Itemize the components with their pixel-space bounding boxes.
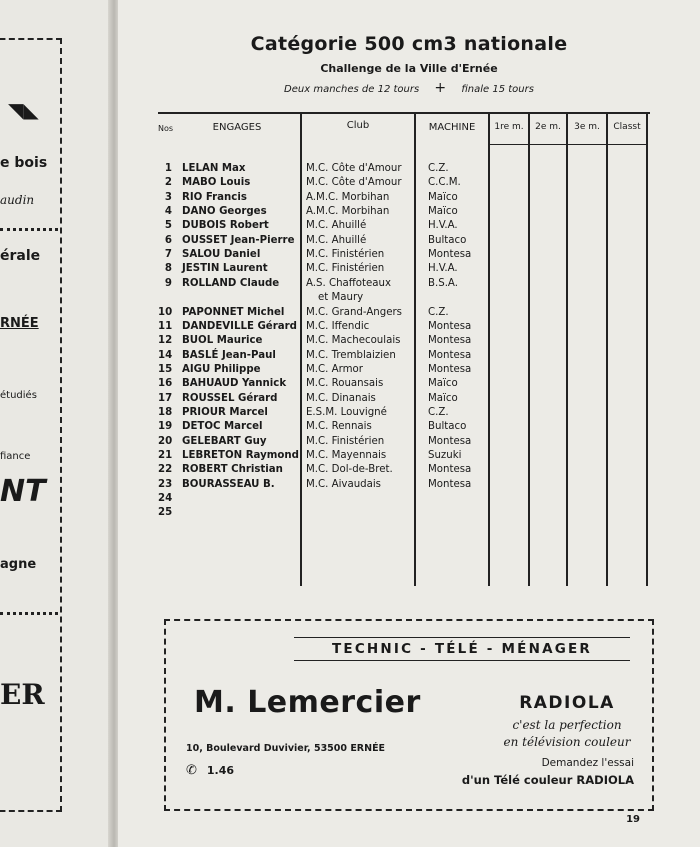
- row-number: 1: [164, 163, 172, 174]
- left-page-text: audin: [0, 193, 35, 207]
- column-divider: [488, 112, 490, 586]
- row-club: A.M.C. Morbihan: [306, 191, 390, 203]
- ad-slogan-line: en télévision couleur: [503, 735, 631, 749]
- manches-text: Deux manches de 12 tours: [284, 84, 420, 95]
- row-club: M.C. Dol-de-Bret.: [306, 464, 393, 476]
- row-club: A.M.C. Morbihan: [306, 206, 390, 218]
- row-machine: Bultaco: [428, 421, 467, 433]
- column-divider: [528, 112, 530, 586]
- row-engage: RIO Francis: [182, 191, 247, 203]
- row-number: 17: [158, 392, 173, 404]
- row-club: M.C. Ahuillé: [306, 234, 367, 246]
- row-machine: B.S.A.: [428, 277, 458, 289]
- column-header-number: Nos: [158, 124, 174, 133]
- row-engage: GELEBART Guy: [182, 435, 267, 447]
- row-club: M.C. Dinanais: [306, 392, 376, 404]
- row-engage: ROBERT Christian: [182, 464, 283, 476]
- column-header-classement: Classt: [613, 122, 641, 132]
- row-club: M.C. Grand-Angers: [306, 306, 402, 318]
- left-page-text: ER: [0, 678, 45, 711]
- ad-phone-number: 1.46: [206, 764, 235, 777]
- row-machine: H.V.A.: [428, 263, 458, 275]
- row-club: M.C. Machecoulais: [306, 335, 401, 347]
- row-number: 5: [164, 220, 172, 232]
- row-machine: Bultaco: [428, 234, 467, 246]
- row-club: M.C. Côte d'Amour: [306, 177, 402, 189]
- row-number: 11: [158, 320, 173, 332]
- row-club: M.C. Iffendic: [306, 320, 370, 332]
- plus-sign: +: [434, 80, 447, 96]
- left-page-fragment: [0, 0, 112, 847]
- ad-cta-line: Demandez l'essai: [541, 757, 634, 769]
- row-engage: LEBRETON Raymond: [182, 450, 299, 461]
- row-engage: DANO Georges: [182, 206, 267, 218]
- row-number: 10: [158, 306, 173, 318]
- ad-brand: RADIOLA: [519, 693, 615, 713]
- column-divider: [300, 112, 302, 586]
- table-top-rule: [158, 112, 650, 114]
- row-engage: DETOC Marcel: [182, 421, 263, 433]
- left-page-wave: [0, 606, 58, 615]
- row-machine: H.V.A.: [428, 220, 458, 232]
- column-header-club: Club: [346, 120, 370, 131]
- column-header-manche-3: 3e m.: [574, 122, 600, 132]
- row-club: M.C. Tremblaizien: [306, 349, 396, 361]
- row-machine: Maïco: [428, 378, 458, 390]
- column-divider: [414, 112, 416, 586]
- left-page-text: agne: [0, 557, 37, 572]
- left-page-text: érale: [0, 248, 41, 264]
- row-number: 22: [158, 464, 173, 476]
- row-number: 21: [158, 450, 173, 461]
- row-engage: MABO Louis: [182, 177, 251, 189]
- left-page-wave: [0, 222, 58, 231]
- row-machine: Maïco: [428, 206, 458, 218]
- left-page-text: RNÉE: [0, 316, 39, 331]
- row-club: M.C. Finistérien: [306, 249, 385, 261]
- row-club: M.C. Aivaudais: [306, 478, 381, 490]
- row-machine: Suzuki: [428, 450, 462, 461]
- left-page-text: étudiés: [0, 390, 37, 401]
- row-engage: JESTIN Laurent: [182, 263, 268, 275]
- ad-slogan: [484, 717, 650, 751]
- row-club: M.C. Finistérien: [306, 263, 385, 275]
- row-number: 24: [158, 493, 173, 505]
- row-number: 18: [158, 406, 173, 418]
- row-club: M.C. Côte d'Amour: [306, 163, 402, 174]
- row-club: E.S.M. Louvigné: [306, 406, 387, 418]
- row-number: 25: [158, 507, 173, 519]
- row-club: M.C. Mayennais: [306, 450, 387, 461]
- row-club: M.C. Rennais: [306, 421, 372, 433]
- column-header-manche-1: 1re m.: [494, 122, 524, 132]
- row-machine: Montesa: [428, 349, 472, 361]
- left-page-logo-icon: ◥◣: [8, 98, 39, 122]
- ad-phone: [186, 763, 234, 778]
- row-engage: ROUSSEL Gérard: [182, 392, 278, 404]
- row-machine: Montesa: [428, 464, 472, 476]
- ad-address: 10, Boulevard Duvivier, 53500 ERNÉE: [186, 743, 386, 754]
- row-engage: AIGU Philippe: [182, 363, 261, 375]
- row-engage: LELAN Max: [182, 163, 246, 174]
- row-engage: DUBOIS Robert: [182, 220, 269, 232]
- row-number: 23: [158, 478, 173, 490]
- row-engage: PRIOUR Marcel: [182, 406, 268, 418]
- row-machine: Montesa: [428, 363, 472, 375]
- left-page-text: e bois: [0, 155, 48, 171]
- finale-text: finale 15 tours: [461, 84, 534, 95]
- row-number: 15: [158, 363, 173, 375]
- left-page-text: NT: [0, 474, 46, 509]
- row-club: M.C. Ahuillé: [306, 220, 367, 232]
- column-header-engages: ENGAGES: [212, 122, 262, 133]
- row-number: 14: [158, 349, 173, 361]
- row-machine: C.Z.: [428, 406, 449, 418]
- page-subtitle: Challenge de la Ville d'Ernée: [320, 62, 498, 75]
- row-machine: Montesa: [428, 335, 472, 347]
- row-machine: Montesa: [428, 478, 472, 490]
- row-machine: Montesa: [428, 435, 472, 447]
- phone-icon: ✆: [186, 763, 197, 778]
- row-number: 6: [164, 234, 172, 246]
- column-header-manche-2: 2e m.: [535, 122, 561, 132]
- column-divider: [566, 112, 568, 586]
- row-engage: BAHUAUD Yannick: [182, 378, 287, 390]
- ad-slogan-line: c'est la perfection: [512, 718, 622, 732]
- row-machine: Maïco: [428, 392, 458, 404]
- right-page: [118, 0, 700, 847]
- row-number: 4: [164, 206, 172, 218]
- advertisement: [164, 619, 654, 811]
- row-number: 3: [164, 191, 172, 203]
- ad-business-name: M. Lemercier: [194, 685, 421, 720]
- row-engage: PAPONNET Michel: [182, 306, 285, 318]
- row-engage: ROLLAND Claude: [182, 277, 280, 289]
- row-engage: BOURASSEAU B.: [182, 478, 275, 490]
- row-machine: Montesa: [428, 320, 472, 332]
- row-number: 16: [158, 378, 173, 390]
- row-club: et Maury: [318, 292, 364, 304]
- ad-cta-line: d'un Télé couleur RADIOLA: [461, 773, 634, 787]
- row-number: 20: [158, 435, 173, 447]
- row-club: M.C. Armor: [306, 363, 363, 375]
- page-title: Catégorie 500 cm3 nationale: [250, 33, 568, 55]
- column-divider: [606, 112, 608, 586]
- row-number: 2: [164, 177, 172, 189]
- left-page-text: fiance: [0, 451, 31, 462]
- row-club: M.C. Rouansais: [306, 378, 384, 390]
- race-format: [118, 80, 700, 96]
- row-machine: C.Z.: [428, 163, 449, 174]
- row-machine: C.Z.: [428, 306, 449, 318]
- row-number: 19: [158, 421, 173, 433]
- row-club: A.S. Chaffoteaux: [306, 277, 392, 289]
- row-machine: C.C.M.: [428, 177, 461, 189]
- row-engage: OUSSET Jean-Pierre: [182, 234, 295, 246]
- column-header-machine: MACHINE: [428, 122, 476, 133]
- row-machine: Maïco: [428, 191, 458, 203]
- row-engage: BASLÉ Jean-Paul: [182, 349, 276, 361]
- page-number: 19: [626, 814, 640, 825]
- row-club: M.C. Finistérien: [306, 435, 385, 447]
- row-number: 9: [164, 277, 172, 289]
- row-engage: DANDEVILLE Gérard: [182, 320, 297, 332]
- row-engage: BUOL Maurice: [182, 335, 263, 347]
- column-divider: [646, 112, 648, 586]
- row-engage: SALOU Daniel: [182, 249, 261, 261]
- row-number: 12: [158, 335, 173, 347]
- header-rule: [488, 144, 648, 145]
- row-machine: Montesa: [428, 249, 472, 261]
- row-number: 8: [164, 263, 172, 275]
- ad-headline: TECHNIC - TÉLÉ - MÉNAGER: [294, 637, 630, 661]
- row-number: 7: [164, 249, 172, 261]
